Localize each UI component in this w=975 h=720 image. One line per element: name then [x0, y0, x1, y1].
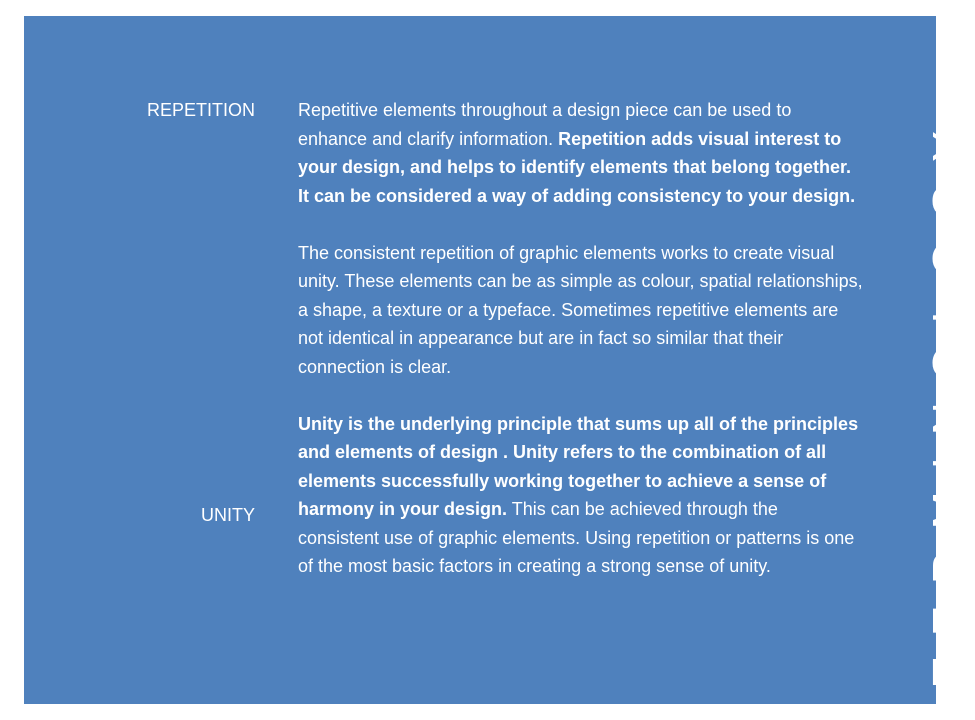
unity-bold-text: Unity is the underlying principle that sums up all of the principles and elements of design . Unity refers to the combination of all elements successfully working together to achieve a sense of harmony in your design. — [298, 413, 859, 519]
repetition-intro-text: Repetitive elements throughout a design piece can be used to enhance and clarify information. — [298, 100, 792, 149]
body-text — [298, 96, 863, 581]
vertical-title-terminology: TERMINOLOGY — [923, 109, 975, 686]
term-unity-label: UNITY — [201, 505, 255, 525]
term-repetition-label: REPETITION — [146, 100, 255, 120]
unity-rest-text: This can be achieved through the consistent use of graphic elements. Using repetition or patterns is one of the most basic factors in creating a strong sense of unity. — [298, 499, 855, 576]
repetition-paragraph — [298, 96, 863, 210]
repetition-second-paragraph: The consistent repetition of graphic elements works to create visual unity. These elements can be as simple as colour, spatial relationships, a shape, a texture or a typeface. Sometimes repetitive elements are not identical in appearance but are in fact so similar that their connection is clear. — [298, 242, 863, 377]
slide-panel — [24, 16, 975, 704]
unity-paragraph — [298, 410, 863, 581]
repetition-bold-text: Repetition adds visual interest to your design, and helps to identify elements that belong together. It can be considered a way of adding consistency to your design. — [298, 128, 856, 206]
